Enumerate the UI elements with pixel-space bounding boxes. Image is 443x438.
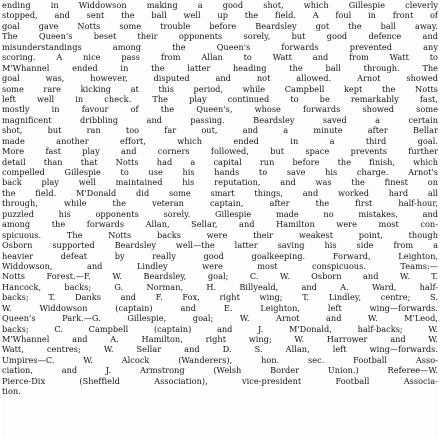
article-line: Osborn supported Beardsley well—the latter saving his side from a — [2, 240, 438, 251]
article-line: goal gave Notts some trouble before Beardsley got the ball away. — [2, 20, 438, 31]
article-line: More fast play and corners followed, but space prevents further — [2, 146, 438, 157]
article-line: detail than that Notts had a capital run before the finish, which — [2, 156, 438, 167]
article-column — [2, 0, 438, 397]
article-line: Umpires—C. W. Alcock (Wanderers), hon. sec. Football Asso- — [2, 354, 438, 365]
article-line: heavier defeat by really good goalkeeping. Forward, Leighton, — [2, 250, 438, 261]
article-line: back play well maintained his reputation, and was the finest on — [2, 177, 438, 188]
article-line: mostly in favour of the Queen's, whose forwards showed some — [2, 104, 438, 115]
article-line: compelled Gillespie to use his hands to save his charge. Arnot's — [2, 167, 438, 177]
article-line: shot, but ran too far out, and a minute after Bellar — [2, 125, 438, 136]
article-line: Hancock, backs; G. Norman, H. Billyeald, and A. Ward, half- — [2, 281, 438, 292]
article-line: M'Whannel ended in the latter heading the ball through. The — [2, 62, 438, 73]
article-line: Queen's Park.—G. Gillespie, goal; W. Arnot and W. M'Leod, — [2, 313, 438, 324]
article-line: ciation, and J. Armstrong (Welsh Border Union.) Referee—W. — [2, 365, 438, 376]
article-line: Watt, centres; W. Sellar and D. S. Allan, left wing—forwards. — [2, 344, 438, 355]
article-line: tion. — [2, 386, 21, 397]
article-line: spicuous. The Notts backs were their weakest point, though — [2, 229, 438, 240]
article-line: goal was, however, disputed and not allowed. Arnot showed — [2, 73, 438, 84]
article-line: The Queen's beset their opponents sorely, but good defence and — [2, 31, 438, 42]
article-line: among the forwards Allan, Sellar, and Hamilton were most con- — [2, 219, 438, 230]
article-line: W. Widdowson (captain) and E. Leighton, left wing—forwards. — [2, 302, 438, 313]
newspaper-clipping — [2, 0, 438, 438]
article-line: misunderstandings among the Queen's forwards prevented any — [2, 41, 438, 52]
article-line: puzzled his opponents sorely. Gillespie made no mistakes, and — [2, 208, 438, 219]
article-line: the field. M'Donald did some smart things, and worked hard all — [2, 187, 438, 198]
article-line: ending in Widdowson making a good shot, which Gillespie cleverly — [2, 0, 438, 10]
article-line: some rare kicking at this period, while Campbell kept the Notts — [2, 83, 438, 94]
article-line: Widdowson, and Lindley were most conspicuous. Teams:— — [2, 260, 438, 271]
article-line: made another effort, which ended in a third goal. — [2, 135, 438, 146]
article-line: Pierce-Dix (Sheffield Association), vice-president Football Associa- — [2, 375, 438, 386]
article-line: magnificent dribbling and passing. Beardsley saved a certain — [2, 114, 438, 125]
article-line: M'Whannel and A. Hamilton, right wing; W. Harrower and W. — [2, 334, 438, 344]
article-line: backs; C. Campbell (captain) and J. M'Donald, half-backs; W. — [2, 323, 438, 334]
article-line: left well in check. The play continued to be remarkably fast, — [2, 93, 438, 104]
article-line: scoring. A nice pass from Allan to Watt and from Watt to — [2, 52, 438, 63]
article-line: stopped, and sent the ball well up the field. A foul in front of — [2, 10, 438, 21]
article-line: through, while the veteran captain, after the first half-hour, — [2, 198, 438, 209]
article-line: backs; T. Danks and F. Fox, right wing; T. Lindley, centre; S. — [2, 292, 438, 303]
article-line: Notts Forest.—F. W. Beardsley, goal; C. W. Osborn and W. T. — [2, 271, 438, 282]
